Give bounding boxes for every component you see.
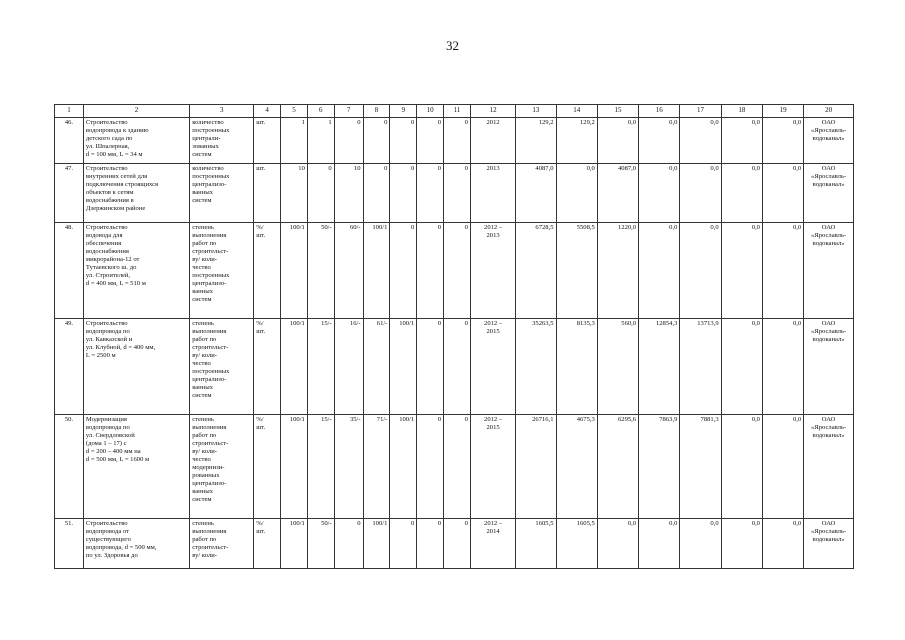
amount-col-16-cell: 7863,9 <box>639 415 680 519</box>
value-col-9-cell: 100/1 <box>390 415 417 519</box>
value-col-9-cell: 0 <box>390 118 417 164</box>
amount-col-14-cell: 1605,5 <box>556 519 597 569</box>
amount-col-16-cell: 0,0 <box>639 164 680 223</box>
amount-total-cell: 129,2 <box>516 118 556 164</box>
value-col-10-cell: 0 <box>417 118 444 164</box>
project-name-cell: Строительство водопровода к зданию детского сада по ул. Шпалерная, d = 100 мм, L = 34 м <box>83 118 189 164</box>
indicator-cell: степень выполнения работ по строительст- ву/ коли- чество построенных централизо- ванных систем <box>190 223 254 319</box>
header-cell-18: 18 <box>721 105 762 118</box>
amount-col-19-cell: 0,0 <box>762 519 803 569</box>
header-cell-15: 15 <box>597 105 638 118</box>
amount-col-15-cell: 1220,0 <box>597 223 638 319</box>
amount-col-14-cell: 129,2 <box>556 118 597 164</box>
header-cell-12: 12 <box>470 105 515 118</box>
program-table <box>54 104 854 569</box>
amount-col-17-cell: 0,0 <box>680 519 721 569</box>
amount-col-15-cell: 0,0 <box>597 519 638 569</box>
amount-col-16-cell: 0,0 <box>639 223 680 319</box>
value-col-7-cell: 16/- <box>334 319 363 415</box>
value-col-5-cell: 100/1 <box>281 223 308 319</box>
value-col-11-cell: 0 <box>444 415 471 519</box>
value-col-7-cell: 0 <box>334 519 363 569</box>
header-cell-13: 13 <box>516 105 556 118</box>
amount-col-15-cell: 4087,0 <box>597 164 638 223</box>
amount-col-16-cell: 12854,3 <box>639 319 680 415</box>
value-col-8-cell: 0 <box>363 164 390 223</box>
unit-cell: шт. <box>254 118 281 164</box>
executor-cell: ОАО «Ярославль- водоканал» <box>804 118 854 164</box>
amount-col-14-cell: 0,0 <box>556 164 597 223</box>
amount-total-cell: 35263,5 <box>516 319 556 415</box>
value-col-9-cell: 0 <box>390 164 417 223</box>
header-cell-19: 19 <box>762 105 803 118</box>
amount-total-cell: 6728,5 <box>516 223 556 319</box>
value-col-10-cell: 0 <box>417 519 444 569</box>
unit-cell: шт. <box>254 164 281 223</box>
value-col-6-cell: 0 <box>307 164 334 223</box>
amount-col-15-cell: 6295,6 <box>597 415 638 519</box>
table-body <box>55 118 854 569</box>
indicator-cell: степень выполнения работ по строительст- ву/ коли- чество построенных централизо- ванных систем <box>190 319 254 415</box>
value-col-6-cell: 15/- <box>307 415 334 519</box>
value-col-8-cell: 0 <box>363 118 390 164</box>
amount-col-18-cell: 0,0 <box>721 118 762 164</box>
amount-col-18-cell: 0,0 <box>721 223 762 319</box>
amount-col-14-cell: 8135,3 <box>556 319 597 415</box>
value-col-10-cell: 0 <box>417 319 444 415</box>
project-name-cell: Строительство водопровода от существующего водопровода, d = 500 мм, по ул. Здоровья до <box>83 519 189 569</box>
header-cell-20: 20 <box>804 105 854 118</box>
amount-col-15-cell: 560,0 <box>597 319 638 415</box>
years-cell: 2013 <box>470 164 515 223</box>
unit-cell: %/ шт. <box>254 519 281 569</box>
header-cell-6: 6 <box>307 105 334 118</box>
value-col-6-cell: 1 <box>307 118 334 164</box>
project-name-cell: Строительство водовода для обеспечения водоснабжения микрорайона-12 от Тутаевского ш. до ул. Строителей, d = 400 мм, L = 510 м <box>83 223 189 319</box>
row-number-cell: 47. <box>55 164 84 223</box>
table-row <box>55 319 854 415</box>
amount-col-14-cell: 4675,3 <box>556 415 597 519</box>
header-cell-7: 7 <box>334 105 363 118</box>
amount-col-19-cell: 0,0 <box>762 164 803 223</box>
value-col-11-cell: 0 <box>444 164 471 223</box>
indicator-cell: количество построенных централизо- ванных систем <box>190 164 254 223</box>
years-cell: 2012 – 2013 <box>470 223 515 319</box>
amount-col-19-cell: 0,0 <box>762 118 803 164</box>
years-cell: 2012 – 2014 <box>470 519 515 569</box>
header-cell-16: 16 <box>639 105 680 118</box>
row-number-cell: 46. <box>55 118 84 164</box>
header-cell-9: 9 <box>390 105 417 118</box>
value-col-11-cell: 0 <box>444 519 471 569</box>
table-header-row <box>55 105 854 118</box>
page-number: 32 <box>446 38 459 53</box>
header-cell-11: 11 <box>444 105 471 118</box>
amount-col-18-cell: 0,0 <box>721 415 762 519</box>
table-row <box>55 519 854 569</box>
value-col-8-cell: 100/1 <box>363 223 390 319</box>
value-col-5-cell: 100/1 <box>281 415 308 519</box>
indicator-cell: количество построенных централи- зованных систем <box>190 118 254 164</box>
executor-cell: ОАО «Ярославль- водоканал» <box>804 319 854 415</box>
value-col-9-cell: 0 <box>390 519 417 569</box>
indicator-cell: степень выполнения работ по строительст- ву/ коли- <box>190 519 254 569</box>
value-col-8-cell: 100/1 <box>363 519 390 569</box>
executor-cell: ОАО «Ярославль- водоканал» <box>804 415 854 519</box>
header-cell-8: 8 <box>363 105 390 118</box>
amount-col-17-cell: 0,0 <box>680 164 721 223</box>
value-col-8-cell: 71/- <box>363 415 390 519</box>
row-number-cell: 48. <box>55 223 84 319</box>
value-col-6-cell: 15/- <box>307 319 334 415</box>
value-col-5-cell: 100/1 <box>281 519 308 569</box>
unit-cell: %/ шт. <box>254 223 281 319</box>
amount-col-15-cell: 0,0 <box>597 118 638 164</box>
amount-col-17-cell: 0,0 <box>680 118 721 164</box>
table-row <box>55 118 854 164</box>
value-col-5-cell: 1 <box>281 118 308 164</box>
project-name-cell: Модернизация водопровода по ул. Свердловской (дома 1 – 17) с d = 200 – 400 мм на d = 500 мм, L = 1600 м <box>83 415 189 519</box>
value-col-7-cell: 0 <box>334 118 363 164</box>
amount-col-17-cell: 13713,9 <box>680 319 721 415</box>
row-number-cell: 50. <box>55 415 84 519</box>
amount-total-cell: 4087,0 <box>516 164 556 223</box>
header-cell-3: 3 <box>190 105 254 118</box>
value-col-6-cell: 50/- <box>307 519 334 569</box>
value-col-7-cell: 60/- <box>334 223 363 319</box>
value-col-9-cell: 100/1 <box>390 319 417 415</box>
amount-total-cell: 1605,5 <box>516 519 556 569</box>
value-col-11-cell: 0 <box>444 319 471 415</box>
header-cell-2: 2 <box>83 105 189 118</box>
value-col-10-cell: 0 <box>417 415 444 519</box>
header-cell-1: 1 <box>55 105 84 118</box>
value-col-10-cell: 0 <box>417 223 444 319</box>
value-col-5-cell: 10 <box>281 164 308 223</box>
amount-col-18-cell: 0,0 <box>721 519 762 569</box>
amount-total-cell: 26716,1 <box>516 415 556 519</box>
table-row <box>55 415 854 519</box>
indicator-cell: степень выполнения работ по строительст- ву/ коли- чество модернизи- рованных централизо- ванных систем <box>190 415 254 519</box>
value-col-5-cell: 100/1 <box>281 319 308 415</box>
header-cell-10: 10 <box>417 105 444 118</box>
amount-col-19-cell: 0,0 <box>762 319 803 415</box>
years-cell: 2012 <box>470 118 515 164</box>
value-col-7-cell: 10 <box>334 164 363 223</box>
amount-col-16-cell: 0,0 <box>639 118 680 164</box>
amount-col-16-cell: 0,0 <box>639 519 680 569</box>
unit-cell: %/ шт. <box>254 415 281 519</box>
value-col-7-cell: 35/- <box>334 415 363 519</box>
years-cell: 2012 – 2015 <box>470 415 515 519</box>
amount-col-18-cell: 0,0 <box>721 164 762 223</box>
executor-cell: ОАО «Ярославль- водоканал» <box>804 164 854 223</box>
row-number-cell: 51. <box>55 519 84 569</box>
project-name-cell: Строительство внутренних сетей для подключения строящихся объектов к сетям водоснабжения в Дзержинском районе <box>83 164 189 223</box>
project-name-cell: Строительство водопровода по ул. Кавказской и ул. Клубной, d = 400 мм, L = 2500 м <box>83 319 189 415</box>
value-col-6-cell: 50/- <box>307 223 334 319</box>
value-col-11-cell: 0 <box>444 223 471 319</box>
header-cell-4: 4 <box>254 105 281 118</box>
row-number-cell: 49. <box>55 319 84 415</box>
value-col-8-cell: 61/- <box>363 319 390 415</box>
amount-col-17-cell: 0,0 <box>680 223 721 319</box>
header-cell-5: 5 <box>281 105 308 118</box>
value-col-9-cell: 0 <box>390 223 417 319</box>
amount-col-19-cell: 0,0 <box>762 415 803 519</box>
executor-cell: ОАО «Ярославль- водоканал» <box>804 223 854 319</box>
amount-col-19-cell: 0,0 <box>762 223 803 319</box>
executor-cell: ОАО «Ярославль- водоканал» <box>804 519 854 569</box>
header-cell-17: 17 <box>680 105 721 118</box>
unit-cell: %/ шт. <box>254 319 281 415</box>
value-col-10-cell: 0 <box>417 164 444 223</box>
table-row <box>55 164 854 223</box>
amount-col-17-cell: 7881,3 <box>680 415 721 519</box>
amount-col-18-cell: 0,0 <box>721 319 762 415</box>
header-cell-14: 14 <box>556 105 597 118</box>
years-cell: 2012 – 2015 <box>470 319 515 415</box>
table-row <box>55 223 854 319</box>
value-col-11-cell: 0 <box>444 118 471 164</box>
amount-col-14-cell: 5508,5 <box>556 223 597 319</box>
